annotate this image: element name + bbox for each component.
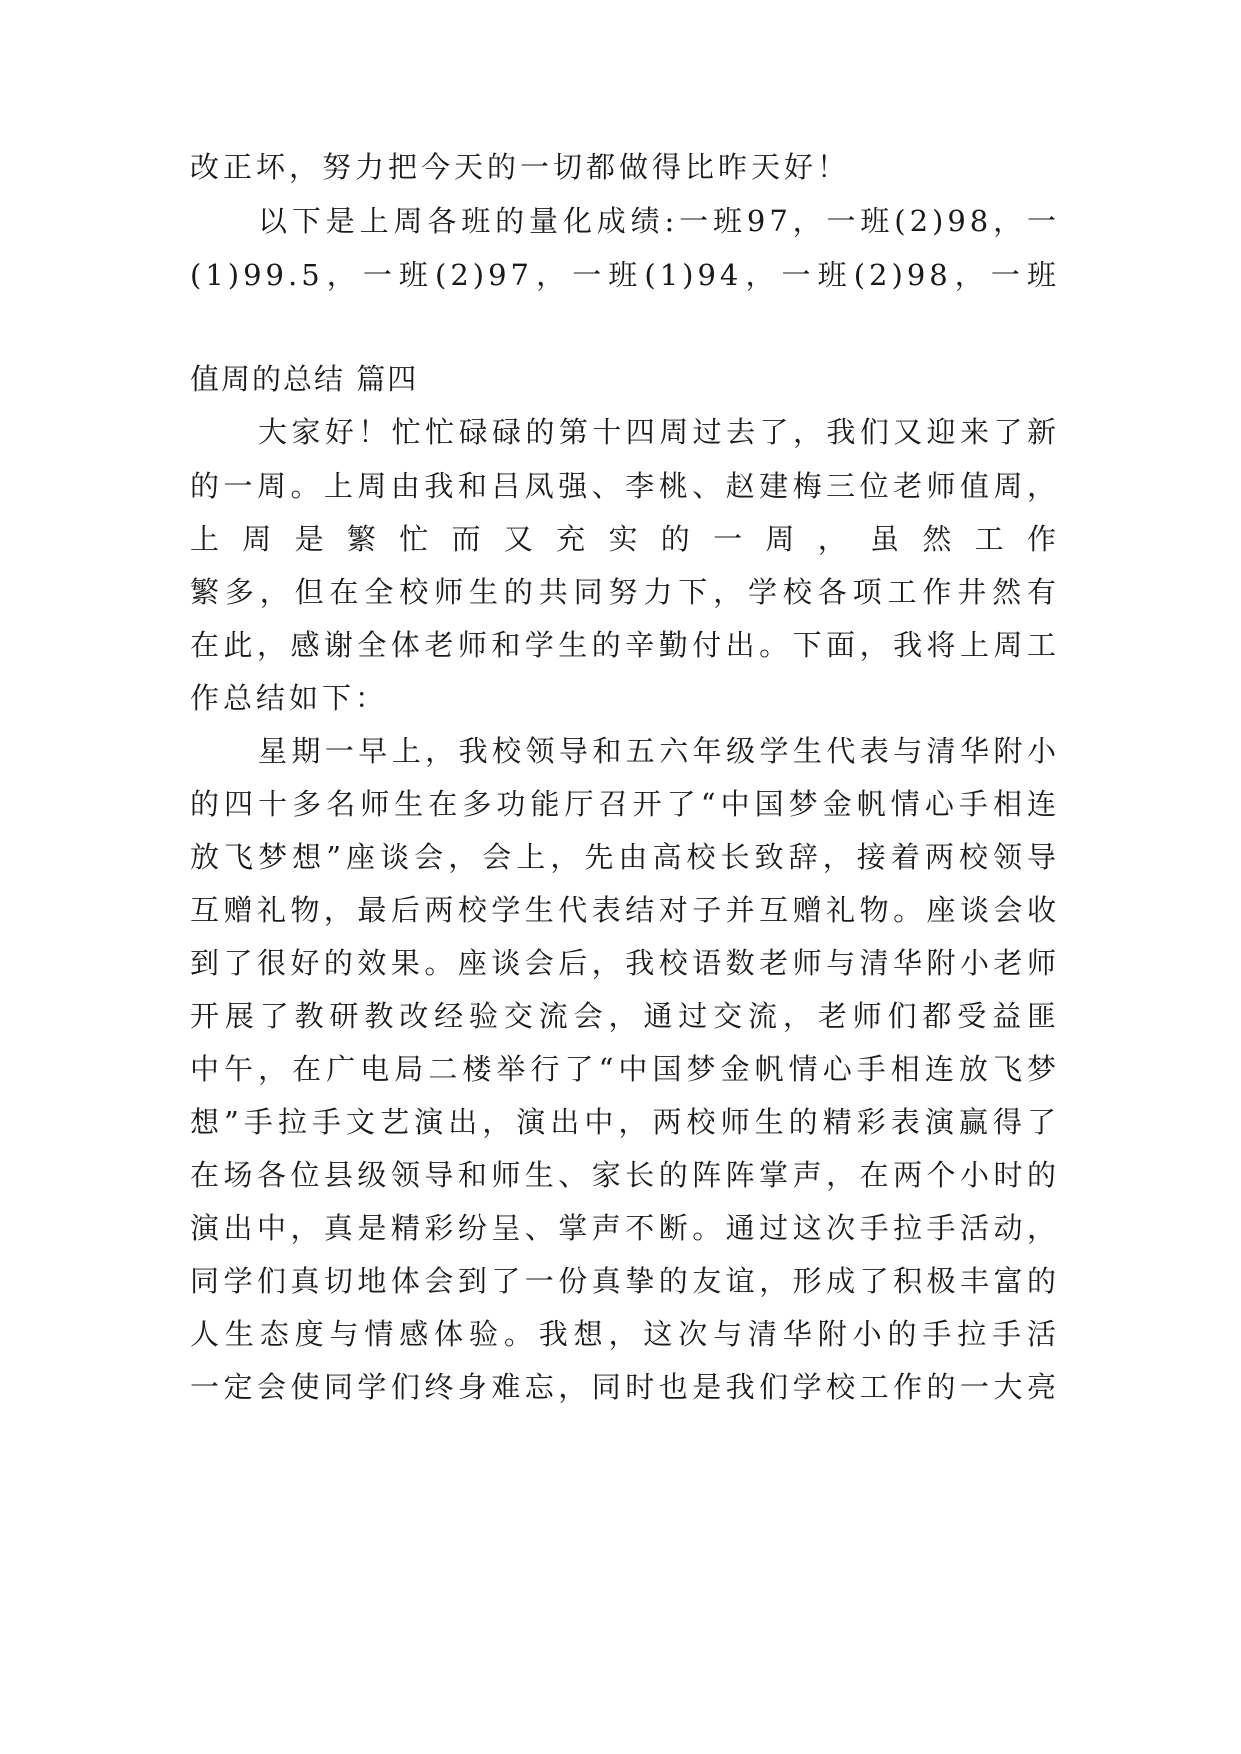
text-line: 繁多，但在全校师生的共同努力下，学校各项工作井然有 (190, 575, 1060, 609)
text-line: 上周是繁忙而又充实的一周，虽然工作 (190, 522, 1060, 556)
text-line: 想”手拉手文艺演出，演出中，两校师生的精彩表演赢得了 (190, 1105, 1060, 1139)
text-line: 在此，感谢全体老师和学生的辛勤付出。下面，我将上周工 (190, 628, 1060, 662)
text-line: 同学们真切地体会到了一份真挚的友谊，形成了积极丰富的 (190, 1264, 1060, 1298)
text-line: 大家好！忙忙碌碌的第十四周过去了，我们又迎来了新 (258, 415, 1060, 449)
text-line: 人生态度与情感体验。我想，这次与清华附小的手拉手活 (190, 1317, 1060, 1351)
text-line: (1)99.5，一班(2)97，一班(1)94，一班(2)98，一班 (190, 258, 1060, 292)
text-line: 以下是上周各班的量化成绩:一班97，一班(2)98，一 (258, 204, 1060, 238)
text-line: 中午，在广电局二楼举行了“中国梦金帆情心手相连放飞梦 (190, 1052, 1060, 1086)
text-line: 在场各位县级领导和师生、家长的阵阵掌声，在两个小时的 (190, 1158, 1060, 1192)
text-line: 到了很好的效果。座谈会后，我校语数老师与清华附小老师 (190, 946, 1060, 980)
text-line: 一定会使同学们终身难忘，同时也是我们学校工作的一大亮 (190, 1370, 1060, 1404)
text-line: 开展了教研教改经验交流会，通过交流，老师们都受益匪 (190, 999, 1060, 1033)
text-line: 改正坏，努力把今天的一切都做得比昨天好！ (190, 150, 851, 184)
text-line: 星期一早上，我校领导和五六年级学生代表与清华附小 (258, 734, 1060, 768)
text-line: 演出中，真是精彩纷呈、掌声不断。通过这次手拉手活动， (190, 1211, 1060, 1245)
text-line: 放飞梦想”座谈会，会上，先由高校长致辞，接着两校领导 (190, 840, 1060, 874)
text-line: 互赠礼物，最后两校学生代表结对子并互赠礼物。座谈会收 (190, 893, 1060, 927)
section-heading: 值周的总结 篇四 (190, 362, 419, 396)
text-line: 的四十多名师生在多功能厅召开了“中国梦金帆情心手相连 (190, 787, 1060, 821)
text-line: 作总结如下： (190, 681, 389, 715)
text-line: 的一周。上周由我和吕凤强、李桃、赵建梅三位老师值周， (190, 469, 1060, 503)
